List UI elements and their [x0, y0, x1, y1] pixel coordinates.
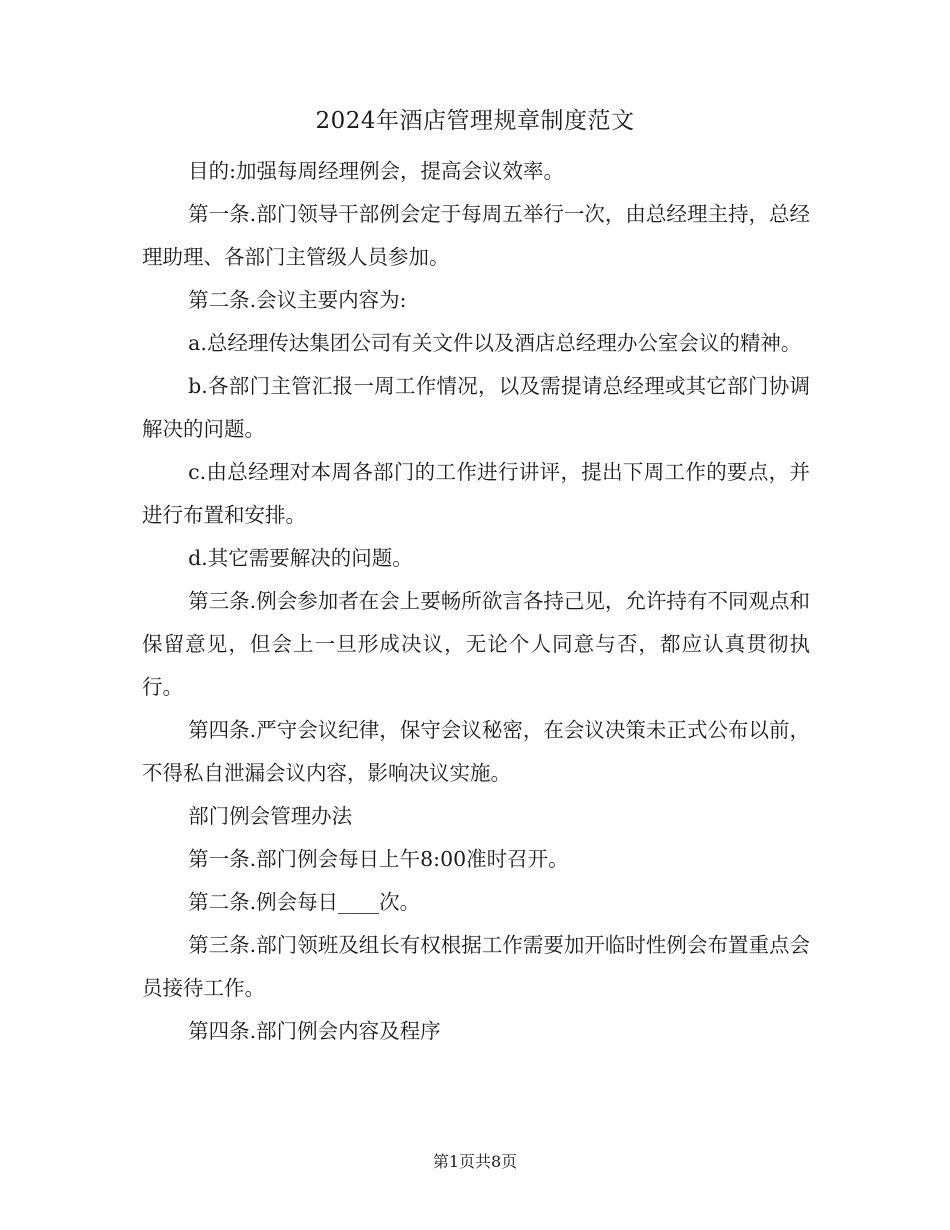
- paragraph-item-c: c.由总经理对本周各部门的工作进行讲评，提出下周工作的要点，并进行布置和安排。: [142, 460, 810, 527]
- paragraph-item-b: b.各部门主管汇报一周工作情况，以及需提请总经理或其它部门协调解决的问题。: [142, 374, 810, 441]
- paragraph-item-a: a.总经理传达集团公司有关文件以及酒店总经理办公室会议的精神。: [188, 331, 802, 355]
- paragraph-dept-article-3: 第三条.部门领班及组长有权根据工作需要加开临时性例会布置重点会员接待工作。: [142, 933, 810, 1000]
- page-number-footer: 第1页共8页: [432, 1152, 518, 1171]
- paragraph-article-1: 第一条.部门领导干部例会定于每周五举行一次，由总经理主持，总经理助理、各部门主管级人员参加。: [142, 202, 810, 269]
- paragraph-dept-article-4: 第四条.部门例会内容及程序: [188, 1019, 441, 1043]
- paragraph-article-3: 第三条.例会参加者在会上要畅所欲言各持己见，允许持有不同观点和保留意见，但会上一旦形成决议，无论个人同意与否，都应认真贯彻执行。: [142, 589, 810, 699]
- paragraph-dept-article-2: 第二条.例会每日____次。: [188, 890, 421, 914]
- paragraph-purpose: 目的:加强每周经理例会，提高会议效率。: [188, 159, 565, 183]
- section-heading-department-meeting: 部门例会管理办法: [188, 804, 353, 828]
- paragraph-item-d: d.其它需要解决的问题。: [188, 546, 413, 570]
- paragraph-dept-article-1: 第一条.部门例会每日上午8:00准时召开。: [188, 847, 569, 871]
- document-title: 2024年酒店管理规章制度范文: [315, 108, 635, 134]
- document-body: [142, 150, 810, 1053]
- paragraph-article-4: 第四条.严守会议纪律，保守会议秘密，在会议决策未正式公布以前，不得私自泄漏会议内容，影响决议实施。: [142, 718, 810, 785]
- paragraph-article-2: 第二条.会议主要内容为:: [188, 288, 407, 312]
